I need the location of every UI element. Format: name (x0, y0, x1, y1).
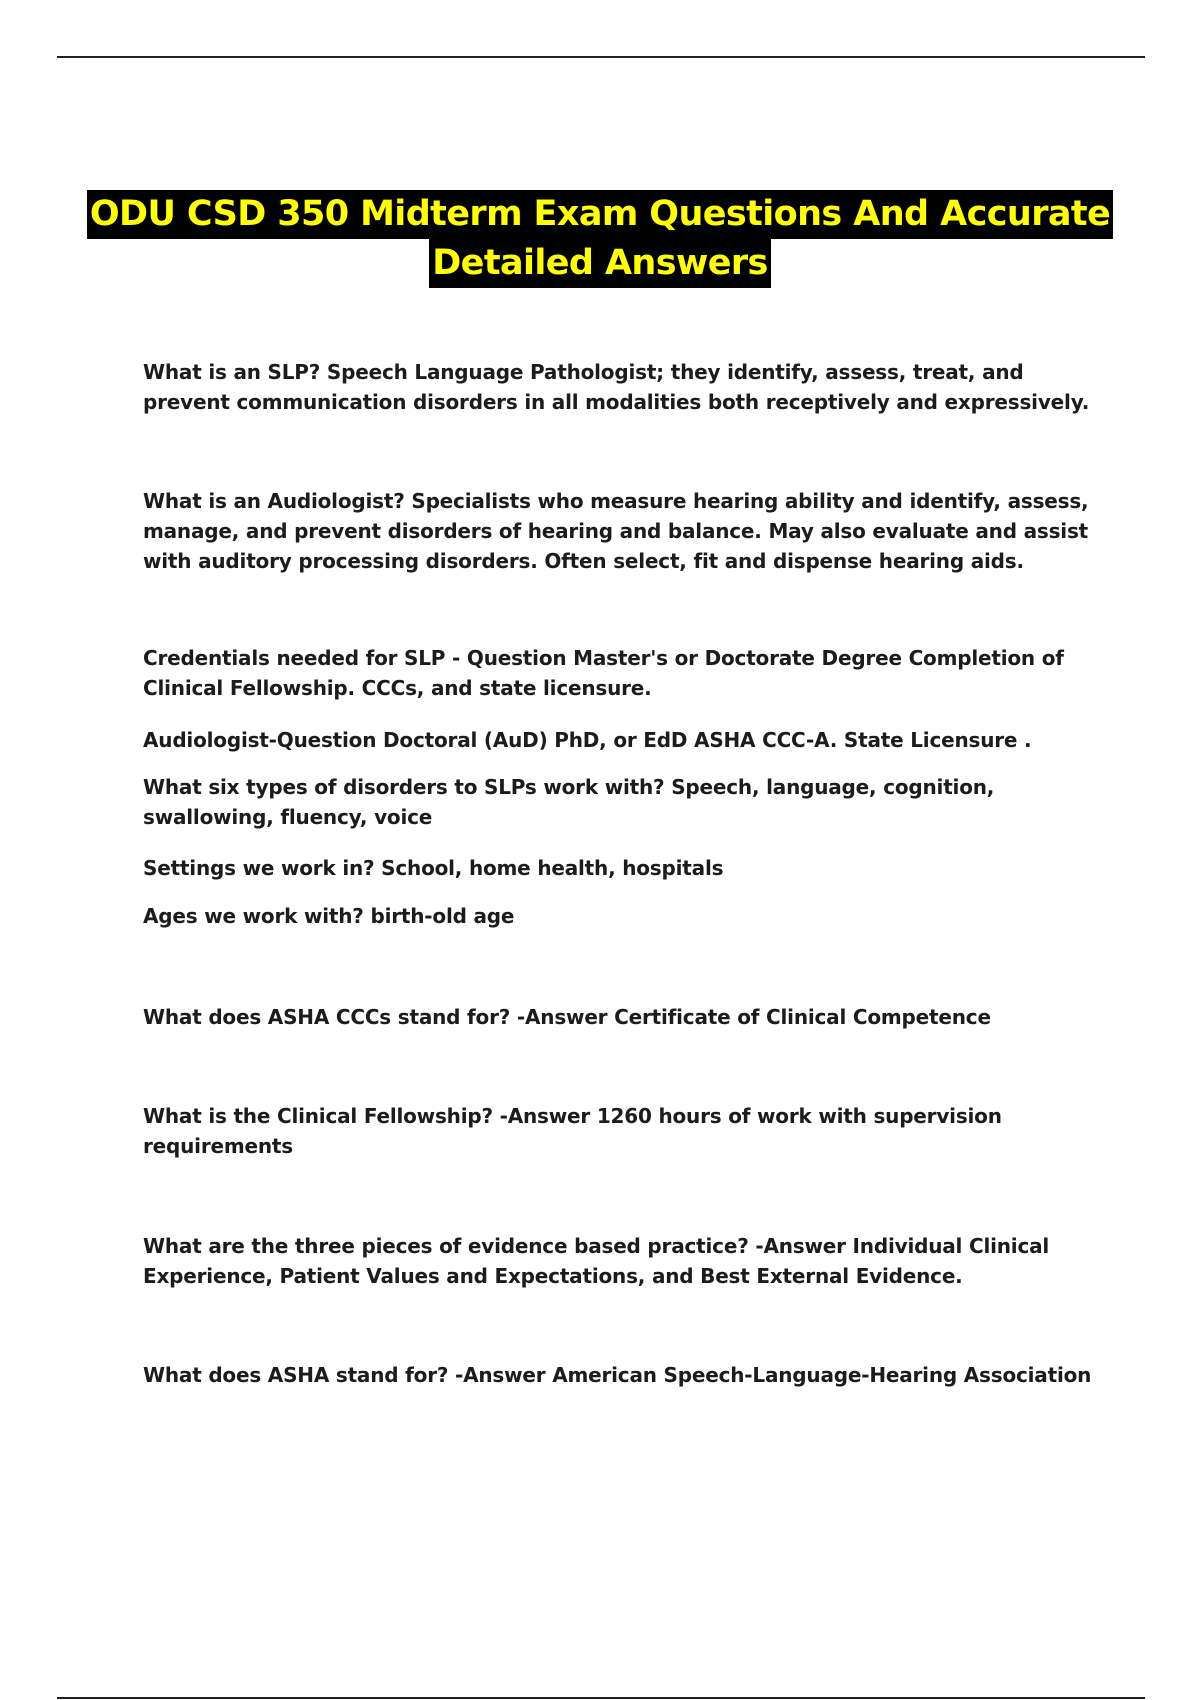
title-line-1: ODU CSD 350 Midterm Exam Questions And Accurate (87, 190, 1113, 239)
header-rule (57, 56, 1145, 58)
qa-entry-clinical-fellowship: What is the Clinical Fellowship? -Answer 1260 hours of work with supervision requirements (143, 1104, 1002, 1158)
title-line-2: Detailed Answers (429, 239, 771, 288)
qa-entry-audiologist-credentials: Audiologist-Question Doctoral (AuD) PhD, or EdD ASHA CCC-A. State Licensure . (143, 728, 1032, 752)
qa-entry-asha: What does ASHA stand for? -Answer American Speech-Language-Hearing Association (143, 1363, 1092, 1387)
qa-entry-ages: Ages we work with? birth-old age (143, 904, 515, 928)
qa-entry-settings: Settings we work in? School, home health, hospitals (143, 856, 724, 880)
qa-entry-evidence-based-practice: What are the three pieces of evidence based practice? -Answer Individual Clinical Experience, Patient Values and Expectations, and Best External Evidence. (143, 1234, 1050, 1288)
footer-rule (57, 1697, 1145, 1699)
qa-entry-audiologist: What is an Audiologist? Specialists who measure hearing ability and identify, assess, manage, and prevent disorders of hearing and balance. May also evaluate and assist with auditory processing disorders. Often select, fit and dispense hearing aids. (143, 489, 1089, 573)
document-title (0, 190, 1200, 288)
qa-entry-slp-credentials: Credentials needed for SLP - Question Master's or Doctorate Degree Completion of Clinical Fellowship. CCCs, and state licensure. (143, 646, 1064, 700)
qa-entry-asha-cccs: What does ASHA CCCs stand for? -Answer Certificate of Clinical Competence (143, 1005, 991, 1029)
qa-entry-slp: What is an SLP? Speech Language Pathologist; they identify, assess, treat, and prevent communication disorders in all modalities both receptively and expressively. (143, 360, 1090, 414)
qa-entry-disorder-types: What six types of disorders to SLPs work with? Speech, language, cognition, swallowing, fluency, voice (143, 775, 995, 829)
